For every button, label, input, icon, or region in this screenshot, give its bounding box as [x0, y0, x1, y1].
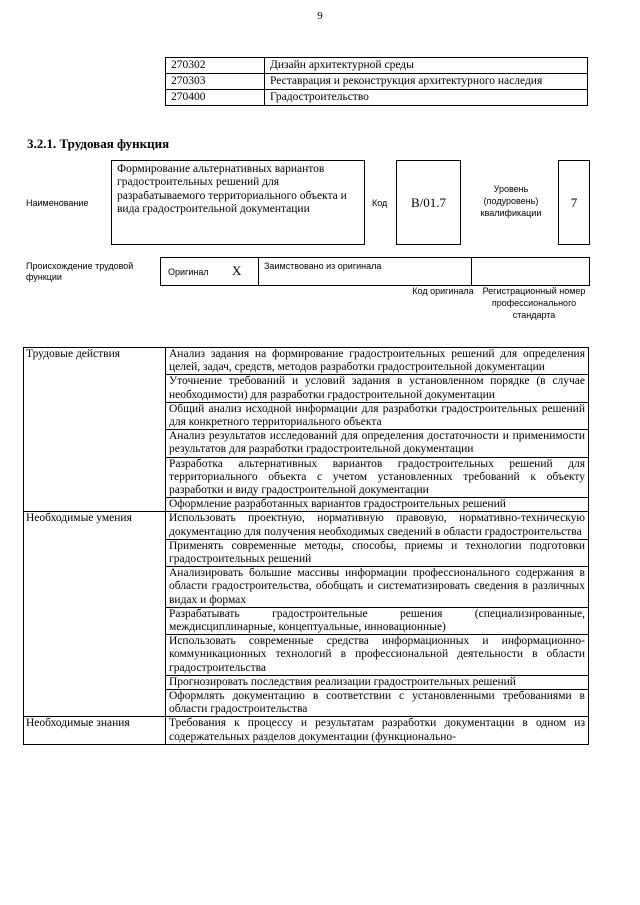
origin-label: Происхождение трудовой функции — [26, 261, 134, 282]
specialty-name: Градостроительство — [265, 90, 588, 106]
specialty-table — [165, 57, 588, 106]
specialty-row — [166, 58, 588, 74]
section-heading: Трудовые действия — [24, 348, 166, 512]
section-item: Использовать современные средства информационных и информационно-коммуникационных технологий в профессиональной деятельности в области градостроительства — [166, 635, 589, 676]
specialty-code: 270302 — [166, 58, 265, 74]
section-item: Требования к процессу и результатам разработки документации в одном из содержательных разделов документации (функционально- — [166, 717, 589, 744]
original-label: Оригинал — [168, 267, 209, 277]
section-item: Общий анализ исходной информации для разработки градостроительных решений для конкретного территориального объекта — [166, 402, 589, 429]
borrowed-label: Заимствовано из оригинала — [264, 261, 382, 271]
specialty-row — [166, 74, 588, 90]
section-item: Уточнение требований и условий задания в установленном порядке (в случае необходимости) для разработки градостроительной документации — [166, 375, 589, 402]
table-row — [24, 512, 589, 539]
section-item: Оформление разработанных вариантов градостроительных решений — [166, 498, 589, 512]
section-heading: Необходимые умения — [24, 512, 166, 717]
function-code-value: B/01.7 — [410, 194, 447, 210]
function-name-box — [111, 160, 365, 245]
section-item: Прогнозировать последствия реализации градостроительных решений — [166, 675, 589, 689]
function-name-value: Формирование альтернативных вариантов градостроительных решений для разрабатываемого территориального объекта и вида градостроительной документации — [117, 163, 347, 215]
section-item: Анализ задания на формирование градостроительных решений для определения целей, задач, средств, методов разработки градостроительной документации — [166, 348, 589, 375]
section-heading: Необходимые знания — [24, 717, 166, 744]
code-label: Код — [372, 198, 388, 208]
table-row — [24, 717, 589, 744]
section-item: Использовать проектную, нормативную правовую, нормативно-техническую документацию для получения необходимых сведений в области градостроительства — [166, 512, 589, 539]
section-item: Анализировать большие массивы информации профессионального содержания в области градостроительства, обобщать и систематизировать сведения в различных видах и формах — [166, 567, 589, 608]
origin-row — [160, 257, 590, 286]
original-mark: X — [232, 263, 242, 278]
competency-table — [23, 347, 589, 745]
level-label: Уровень (подуровень) квалификации — [480, 184, 542, 218]
specialty-row — [166, 90, 588, 106]
specialty-name: Дизайн архитектурной среды — [265, 58, 588, 74]
function-level-value: 7 — [570, 194, 578, 210]
function-level-box — [558, 160, 590, 245]
function-code-box — [396, 160, 461, 245]
section-item: Применять современные методы, способы, приемы и технологии подготовки градостроительных решений — [166, 539, 589, 566]
reg-number-label: Регистрационный номер профессионального стандарта — [482, 286, 586, 320]
page-number: 9 — [317, 10, 323, 22]
section-item: Разработка альтернативных вариантов градостроительных решений для территориального объекта с учетом установленных требований к объекту разработки и виду градостроительной документации — [166, 457, 589, 498]
code-original-label: Код оригинала — [412, 286, 474, 296]
specialty-name: Реставрация и реконструкция архитектурного наследия — [265, 74, 588, 90]
specialty-code: 270400 — [166, 90, 265, 106]
name-label: Наименование — [26, 198, 89, 208]
section-item: Анализ результатов исследований для определения достаточности и применимости результатов для разработки градостроительной документации — [166, 430, 589, 457]
section-title: 3.2.1. Трудовая функция — [27, 136, 170, 151]
specialty-code: 270303 — [166, 74, 265, 90]
section-item: Оформлять документацию в соответствии с установленными требованиями в области градостроительства — [166, 690, 589, 717]
table-row — [24, 348, 589, 375]
section-item: Разрабатывать градостроительные решения (специализированные, междисциплинарные, концептуальные, инновационные) — [166, 607, 589, 634]
